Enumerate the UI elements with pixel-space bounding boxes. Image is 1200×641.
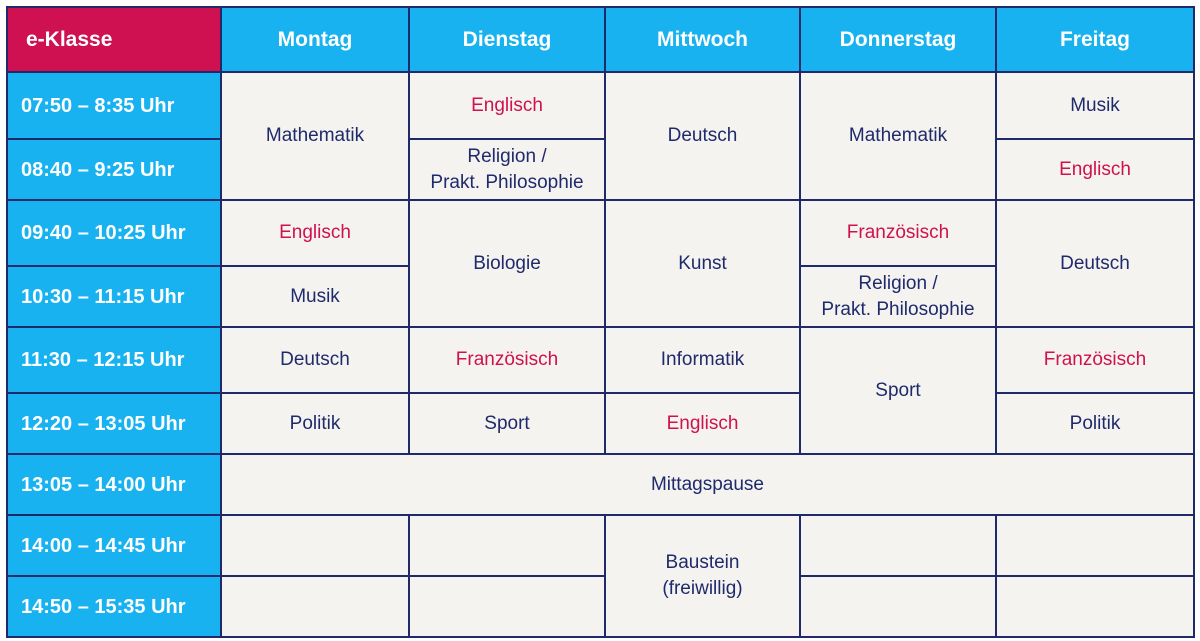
time-slot: 08:40 – 9:25 Uhr: [7, 139, 221, 200]
lesson-line: Religion /: [858, 272, 938, 294]
time-slot: 11:30 – 12:15 Uhr: [7, 327, 221, 393]
class-label: e-Klasse: [7, 7, 221, 72]
lesson-monday-6: Politik: [221, 393, 409, 454]
lesson-tuesday-6: Sport: [409, 393, 605, 454]
time-slot: 13:05 – 14:00 Uhr: [7, 454, 221, 515]
lesson-friday-3-4: Deutsch: [996, 200, 1194, 327]
time-slot: 14:50 – 15:35 Uhr: [7, 576, 221, 637]
day-header-tuesday: Dienstag: [409, 7, 605, 72]
lesson-friday-1: Musik: [996, 72, 1194, 139]
lesson-thursday-1-2: Mathematik: [800, 72, 996, 200]
period-row: [7, 576, 1194, 637]
lesson-line: (freiwillig): [662, 578, 743, 599]
lesson-thursday-8: [800, 515, 996, 576]
lesson-tuesday-5: Französisch: [409, 327, 605, 393]
time-slot: 10:30 – 11:15 Uhr: [7, 266, 221, 327]
lesson-tuesday-9: [409, 576, 605, 637]
lesson-wednesday-5: Informatik: [605, 327, 800, 393]
lesson-thursday-3: Französisch: [800, 200, 996, 266]
day-header-friday: Freitag: [996, 7, 1194, 72]
time-slot: 07:50 – 8:35 Uhr: [7, 72, 221, 139]
period-row: [7, 515, 1194, 576]
lesson-monday-9: [221, 576, 409, 637]
lesson-monday-8: [221, 515, 409, 576]
day-header-thursday: Donnerstag: [800, 7, 996, 72]
lesson-thursday-9: [800, 576, 996, 637]
lesson-tuesday-8: [409, 515, 605, 576]
lesson-monday-1-2: Mathematik: [221, 72, 409, 200]
lesson-thursday-5-6: Sport: [800, 327, 996, 454]
lesson-friday-2: Englisch: [996, 139, 1194, 200]
lesson-tuesday-3-4: Biologie: [409, 200, 605, 327]
lesson-wednesday-6: Englisch: [605, 393, 800, 454]
lunch-break: Mittagspause: [221, 454, 1194, 515]
lesson-monday-4: Musik: [221, 266, 409, 327]
timetable: [6, 6, 1195, 638]
lesson-line: Baustein: [665, 552, 740, 573]
lesson-wednesday-8-9: [605, 515, 800, 637]
period-row: [7, 454, 1194, 515]
time-slot: 14:00 – 14:45 Uhr: [7, 515, 221, 576]
lesson-friday-9: [996, 576, 1194, 637]
header-row: [7, 7, 1194, 72]
lesson-monday-3: Englisch: [221, 200, 409, 266]
lesson-monday-5: Deutsch: [221, 327, 409, 393]
lesson-wednesday-1-2: Deutsch: [605, 72, 800, 200]
lesson-friday-8: [996, 515, 1194, 576]
lesson-line: Prakt. Philosophie: [821, 298, 975, 320]
period-row: [7, 200, 1194, 266]
lesson-line: Prakt. Philosophie: [430, 171, 584, 193]
lesson-friday-6: Politik: [996, 393, 1194, 454]
period-row: [7, 327, 1194, 393]
lesson-thursday-4: [800, 266, 996, 327]
time-slot: 12:20 – 13:05 Uhr: [7, 393, 221, 454]
lesson-tuesday-1: Englisch: [409, 72, 605, 139]
time-slot: 09:40 – 10:25 Uhr: [7, 200, 221, 266]
period-row: [7, 139, 1194, 200]
lesson-friday-5: Französisch: [996, 327, 1194, 393]
period-row: [7, 393, 1194, 454]
lesson-wednesday-3-4: Kunst: [605, 200, 800, 327]
lesson-tuesday-2: [409, 139, 605, 200]
day-header-wednesday: Mittwoch: [605, 7, 800, 72]
day-header-monday: Montag: [221, 7, 409, 72]
period-row: [7, 72, 1194, 139]
lesson-line: Religion /: [467, 145, 547, 167]
